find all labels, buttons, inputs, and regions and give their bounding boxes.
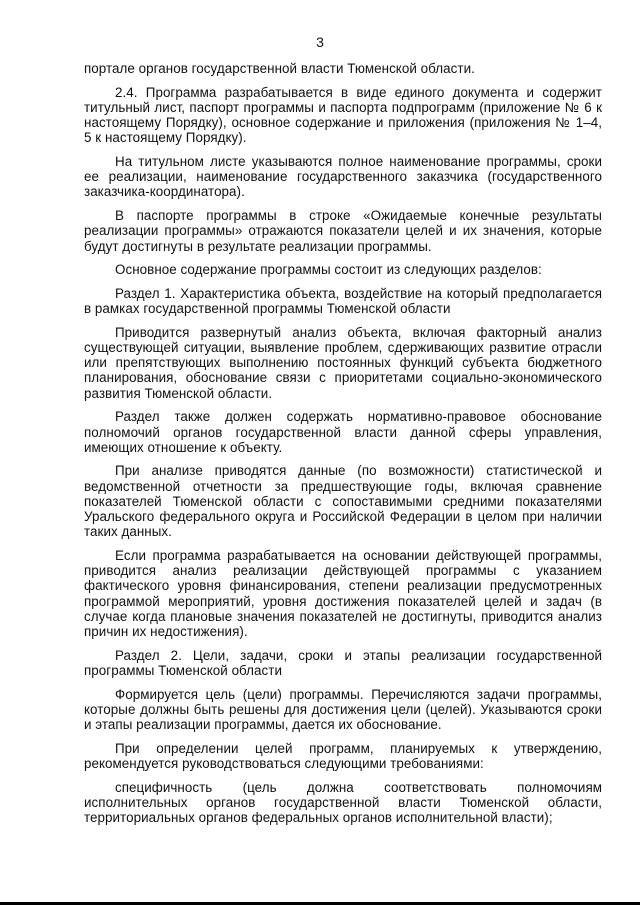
paragraph-legal-basis: Раздел также должен содержать нормативно-правовое обоснование полномочий органов государственной власти данной сферы управления, имеющих отношение к объекту.: [84, 409, 602, 455]
paragraph-passport: В паспорте программы в строке «Ожидаемые конечные результаты реализации программы» отражаются показатели целей и их значения, которые будут достигнуты в результате реализации программы.: [84, 208, 602, 254]
paragraph-existing-program: Если программа разрабатывается на основании действующей программы, приводится анализ реализации действующей программы с указанием фактического уровня финансирования, степени реализации предусмотренных программой мероприятий, уровня достижения показателей целей и задач (в случае когда плановые значения показателей не достигнуты, приводится анализ причин их недостижения).: [84, 547, 602, 639]
paragraph-title-page: На титульном листе указываются полное наименование программы, сроки ее реализации, наименование государственного заказчика (государственного заказчика-координатора).: [84, 154, 602, 200]
paragraph-continuation: порталe органов государственной власти Тюменской области.: [84, 61, 475, 76]
paragraph-analysis: Приводится развернутый анализ объекта, включая факторный анализ существующей ситуации, выявление проблем, сдерживающих развитие отрасли или препятствующих выполнению постоянных функций субъекта бюджетного планирования, обоснование связи с приоритетами социально-экономического развития Тюменской области.: [84, 324, 602, 401]
paragraph-goals: Формируется цель (цели) программы. Перечисляются задачи программы, которые должны быть решены для достижения цели (целей). Указываются сроки и этапы реализации программы, дается их обоснование.: [84, 686, 602, 733]
paragraph-requirements: При определении целей программ, планируемых к утверждению, рекомендуется руководствоваться следующими требованиями:: [84, 740, 602, 771]
section-1-heading: Раздел 1. Характеристика объекта, воздействие на который предполагается в рамках государственной программы Тюменской области: [84, 285, 602, 317]
page-number: 3: [316, 34, 324, 50]
paragraph-specificity: специфичность (цель должна соответствовать полномочиям исполнительных органов государственной власти Тюменской области, территориальных органов федеральных органов исполнительной власти);: [84, 779, 602, 826]
paragraph-main-content: Основное содержание программы состоит из следующих разделов:: [115, 262, 542, 278]
document-body: [84, 61, 602, 834]
paragraph-2-4: 2.4. Программа разрабатывается в виде единого документа и содержит титульный лист, паспорт программы и паспорта подпрограмм (приложение № 6 к настоящему Порядку), основное содержание и приложения (приложения № 1–4, 5 к настоящему Порядку).: [84, 84, 602, 146]
paragraph-statistics: При анализе приводятся данные (по возможности) статистической и ведомственной отчетности за предшествующие годы, включая сравнение показателей Тюменской области с сопоставимыми средними показателями Уральского федерального округа и Российской Федерации в целом при наличии таких данных.: [84, 463, 602, 540]
section-2-heading: Раздел 2. Цели, задачи, сроки и этапы реализации государственной программы Тюменской области: [84, 647, 602, 678]
